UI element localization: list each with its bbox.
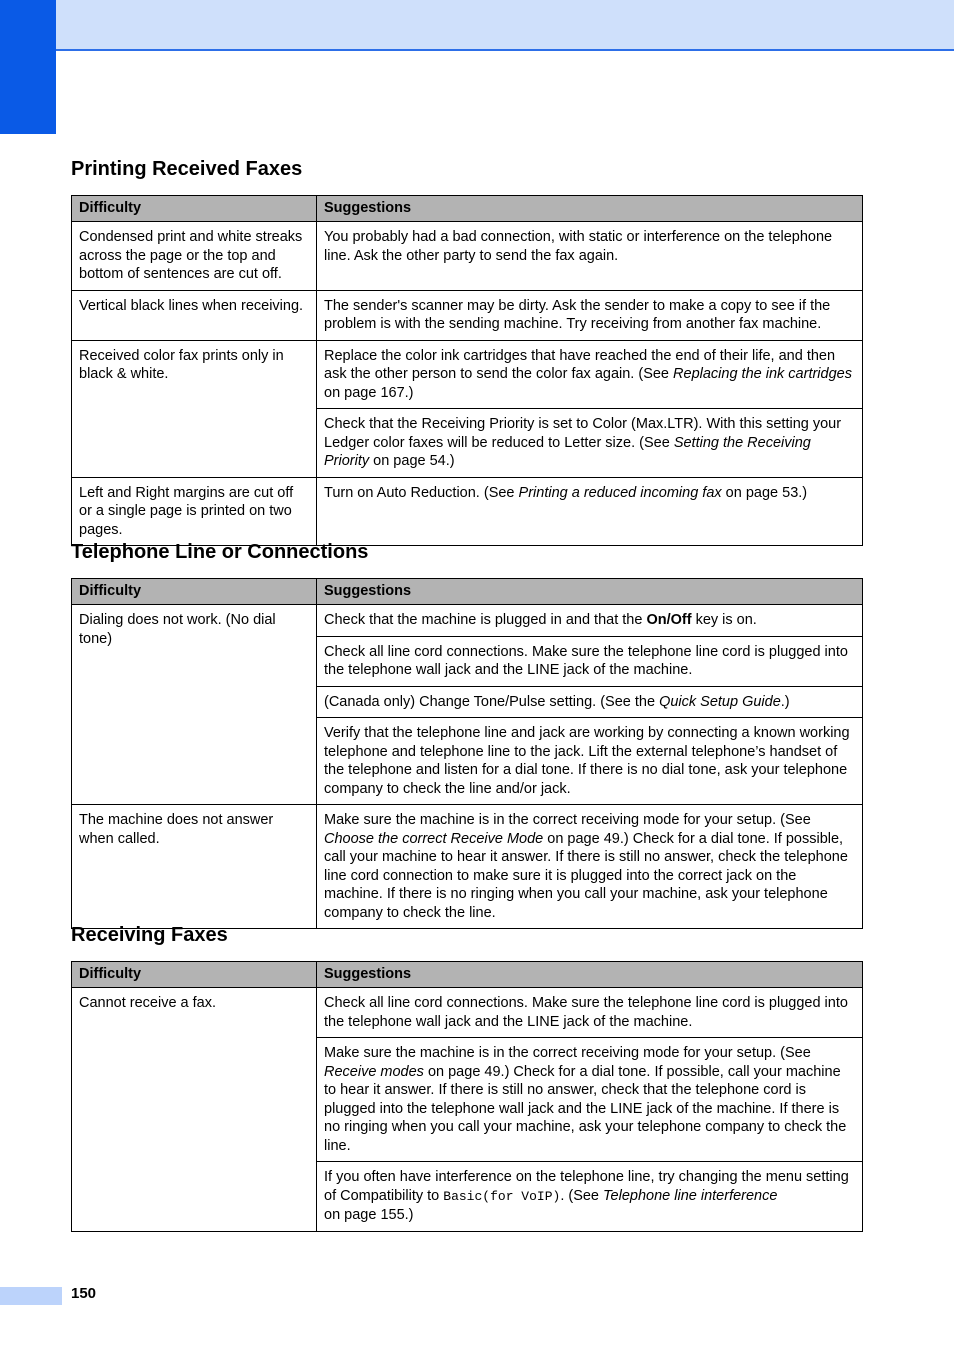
difficulty-cell: Vertical black lines when receiving. [72, 290, 317, 340]
difficulty-cell: Received color fax prints only in black & white. [72, 340, 317, 477]
suggestion-cell [317, 636, 863, 686]
table-row [72, 988, 863, 1038]
difficulty-cell: The machine does not answer when called. [72, 805, 317, 929]
telephone-line-table [71, 578, 863, 929]
suggestion-text: Choose the correct Receive Mode [324, 830, 544, 847]
suggestion-text: If you often have interference on the telephone line, try changing the menu setting of Compatibility to [324, 1169, 849, 1204]
suggestion-text: Check that the Receiving Priority is set to Color (Max.LTR). With this setting your Ledger color faxes will be reduced to Letter size. (See [324, 416, 842, 451]
difficulty-cell: Condensed print and white streaks across the page or the top and bottom of sentences are cut off. [72, 222, 317, 291]
suggestion-cell [317, 988, 863, 1038]
suggestion-cell [317, 1038, 863, 1162]
header-band [0, 0, 954, 51]
suggestion-text: Make sure the machine is in the correct receiving mode for your setup. (See [324, 1045, 811, 1061]
suggestion-text: Check all line cord connections. Make sure the telephone line cord is plugged into the telephone wall jack and the LINE jack of the machine. [324, 995, 848, 1030]
table-row [72, 340, 863, 409]
suggestion-text: The sender's scanner may be dirty. Ask the sender to make a copy to see if the problem is with the sending machine. Try receiving from another fax machine. [324, 297, 831, 332]
suggestion-text: on page 167.) [324, 384, 414, 401]
section-title-receiving-faxes: Receiving Faxes [71, 924, 228, 946]
receiving-faxes-table [71, 961, 863, 1232]
printing-received-faxes-table [71, 195, 863, 546]
suggestion-text: Replacing the ink cartridges [673, 366, 852, 382]
table-row [72, 805, 863, 929]
suggestion-text: Make sure the machine is in the correct receiving mode for your setup. (See [324, 812, 811, 828]
suggestion-cell [317, 686, 863, 718]
column-header-suggestions: Suggestions [317, 579, 863, 605]
table-row [72, 477, 863, 546]
suggestion-cell [317, 805, 863, 929]
suggestion-text: Check that the machine is plugged in and that the [324, 612, 647, 628]
section-title-printing-received-faxes: Printing Received Faxes [71, 158, 303, 180]
column-header-difficulty: Difficulty [72, 962, 317, 988]
column-header-difficulty: Difficulty [72, 196, 317, 222]
suggestion-text: Printing a reduced incoming fax [518, 484, 722, 501]
suggestion-text: Quick Setup Guide [659, 693, 781, 710]
suggestion-text: on page 49.) Check for a dial tone. If possible, call your machine to hear it answer. If there is still no answer, check that the telephone cord is plugged into the telephone wall jack and the LINE jack of the machine. If there is no ringing when you call your machine, ask your telephone company to check the line. [324, 1063, 847, 1154]
suggestion-text: Turn on Auto Reduction. (See [324, 484, 519, 501]
suggestion-text: Basic(for VoIP) [443, 1188, 561, 1204]
table-row [72, 290, 863, 340]
suggestion-text: Replace the color ink cartridges that have reached the end of their life, and then ask the other person to send the color fax again. (See [324, 347, 836, 382]
suggestion-text: .) [780, 693, 790, 710]
suggestion-text: key is on. [691, 612, 757, 628]
suggestion-cell [317, 340, 863, 409]
table-row [72, 605, 863, 637]
suggestion-text: on page 49.) Check for a dial tone. If possible, call your machine to hear it answer. If there is still no answer, check the telephone line cord connection to make sure it is plugged into the correct jack on the machine. If there is no ringing when you call your machine, ask your telephone company to check the line. [324, 830, 848, 921]
column-header-difficulty: Difficulty [72, 579, 317, 605]
column-header-suggestions: Suggestions [317, 962, 863, 988]
difficulty-cell: Cannot receive a fax. [72, 988, 317, 1232]
suggestion-cell [317, 290, 863, 340]
footer-bar [0, 1287, 62, 1305]
difficulty-cell: Dialing does not work. (No dial tone) [72, 605, 317, 805]
suggestion-text: Check all line cord connections. Make sure the telephone line cord is plugged into the telephone wall jack and the LINE jack of the machine. [324, 643, 848, 678]
suggestion-text: You probably had a bad connection, with static or interference on the telephone line. Ask the other party to send the fax again. [324, 229, 833, 264]
suggestion-cell [317, 409, 863, 478]
section-title-telephone-line-or-connections: Telephone Line or Connections [71, 541, 369, 563]
suggestion-text: Verify that the telephone line and jack are working by connecting a known working telephone and telephone line to the jack. Lift the external telephone’s handset of the telephone and listen for a dial tone. If there is no dial tone, ask your telephone company to check the line and/or jack. [324, 725, 850, 797]
suggestion-cell [317, 605, 863, 637]
column-header-suggestions: Suggestions [317, 196, 863, 222]
page-number: 150 [71, 1285, 97, 1302]
suggestion-text: on page 155.) [324, 1207, 414, 1223]
suggestion-text: on page 53.) [721, 484, 808, 501]
difficulty-cell: Left and Right margins are cut off or a single page is printed on two pages. [72, 477, 317, 546]
suggestion-text: On/Off [646, 612, 692, 628]
suggestion-text: . (See [560, 1187, 604, 1204]
suggestion-cell [317, 477, 863, 546]
suggestion-text: Receive modes [324, 1063, 424, 1080]
suggestion-text: (Canada only) Change Tone/Pulse setting. (See the [324, 693, 660, 710]
suggestion-text: Setting the Receiving Priority [324, 434, 811, 469]
suggestion-cell [317, 718, 863, 805]
table-row [72, 222, 863, 291]
suggestion-text: on page 54.) [369, 453, 455, 469]
suggestion-cell [317, 1162, 863, 1232]
suggestion-text: Telephone line interference [603, 1187, 778, 1204]
suggestion-cell [317, 222, 863, 291]
chapter-tab [0, 0, 56, 134]
